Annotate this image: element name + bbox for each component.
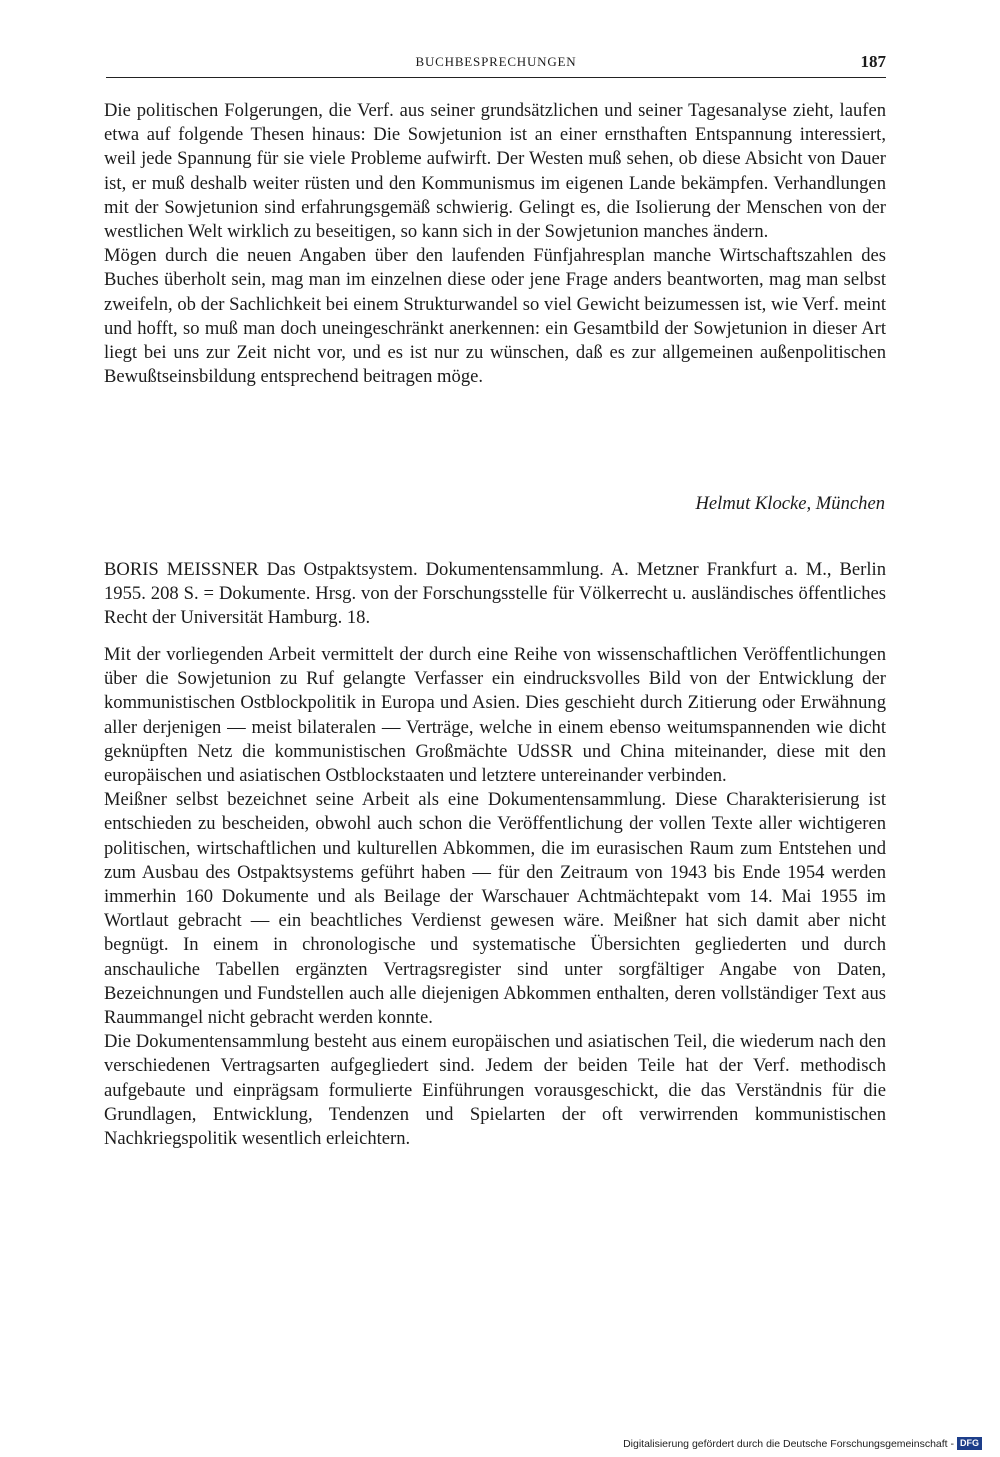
page-number: 187 [860, 52, 886, 71]
book-citation [104, 558, 886, 631]
header-rule [106, 77, 886, 78]
review-2-paragraph-3: Die Dokumentensammlung besteht aus einem europäischen und asiatischen Teil, die wiederum nach den verschiedenen Vertragsarten aufgegliedert sind. Jedem der beiden Teile hat der Verf. methodisch aufgebaute und einprägsam formulierte Einführungen vorausgeschickt, die das Verständnis für die Grundlagen, Entwicklung, Tendenzen und Spielarten der oft verwirrenden kommunistischen Nachkriegspolitik wesentlich erleichtern. [104, 1031, 886, 1150]
review-1-paragraph-2: Mögen durch die neuen Angaben über den laufenden Fünfjahresplan manche Wirtschaftszahlen des Buches überholt sein, mag man im einzelnen diese oder jene Frage anders beantworten, mag man selbst zweifeln, ob der Sachlichkeit bei einem Strukturwandel so viel Gewicht beizumessen ist, wie Verf. meint und hofft, so muß man doch uneingeschränkt anerkennen: ein Gesamtbild der Sowjetunion in dieser Art liegt bei uns zur Zeit nicht vor, und es ist nur zu wünschen, daß es zur allgemeinen außenpolitischen Bewußtseinsbildung entsprechend beitragen möge. [104, 245, 886, 388]
dfg-logo: DFG [957, 1437, 982, 1450]
review-2-paragraph-1: Mit der vorliegenden Arbeit vermittelt der durch eine Reihe von wissenschaftlichen Veröffentlichungen über die Sowjetunion zu Ruf gelangte Verfasser ein eindrucksvolles Bild von der Entwicklung der kommunistischen Ostblockpolitik in Europa und Asien. Dies geschieht durch Zitierung oder Erwähnung aller derjenigen — meist bilateralen — Verträge, welche in einem ebenso weitumspannenden wie dicht geknüpften Netz die kommunistischen Großmächte UdSSR und China miteinander, diese mit den europäischen und asiatischen Ostblockstaaten und letztere untereinander verbinden. [104, 644, 886, 787]
running-head-title: BUCHBESPRECHUNGEN [415, 54, 577, 69]
book-citation-text: BORIS MEISSNER Das Ostpaktsystem. Dokumentensammlung. A. Metzner Frankfurt a. M., Berlin 1955. 208 S. = Dokumente. Hrsg. von der Forschungsstelle für Völkerrecht u. ausländisches öffentliches Recht der Universität Hamburg. 18. [104, 559, 886, 629]
review-1-paragraph-1: Die politischen Folgerungen, die Verf. aus seiner grundsätzlichen und seiner Tagesanalyse zieht, laufen etwa auf folgende Thesen hinaus: Die Sowjetunion ist an einer ernsthaften Entspannung interessiert, weil jede Spannung für sie viele Probleme aufwirft. Der Westen muß sehen, ob diese Absicht von Dauer ist, er muß deshalb weiter rüsten und den Kommunismus im eigenen Lande bekämpfen. Verhandlungen mit der Sowjetunion sind erfahrungsgemäß schwierig. Gelingt es, die Isolierung der Menschen von der westlichen Welt wirklich zu beseitigen, so kann sich in der Sowjetunion manches ändern. [104, 100, 886, 243]
review-1-body [104, 99, 886, 389]
digitization-footer [623, 1437, 982, 1451]
review-2-body [104, 643, 886, 1151]
footer-text: Digitalisierung gefördert durch die Deutsche Forschungsgemeinschaft - [623, 1438, 954, 1450]
running-header [106, 52, 886, 74]
review-2-paragraph-2: Meißner selbst bezeichnet seine Arbeit als eine Dokumentensammlung. Diese Charakterisierung ist entschieden zu bescheiden, obwohl auch schon die Veröffentlichung der vollen Texte aller wichtigeren politischen, wirtschaftlichen und kulturellen Abkommen, die im eurasischen Raum zum Entstehen und zum Ausbau des Ostpaktsystems geführt haben — für den Zeitraum von 1943 bis Ende 1954 werden immerhin 160 Dokumente und als Beilage der Warschauer Achtmächtepakt vom 14. Mai 1955 im Wortlaut gebracht — ein beachtliches Verdienst gewesen wäre. Meißner hat sich damit aber nicht begnügt. In einem in chronologische und systematische Übersichten gegliederten und durch anschauliche Tabellen ergänzten Vertragsregister sind unter sorgfältiger Angabe von Daten, Bezeichnungen und Fundstellen auch alle diejenigen Abkommen enthalten, deren vollständiger Text aus Raummangel nicht gebracht werden konnte. [104, 789, 886, 1029]
reviewer-signature: Helmut Klocke, München [695, 493, 885, 514]
